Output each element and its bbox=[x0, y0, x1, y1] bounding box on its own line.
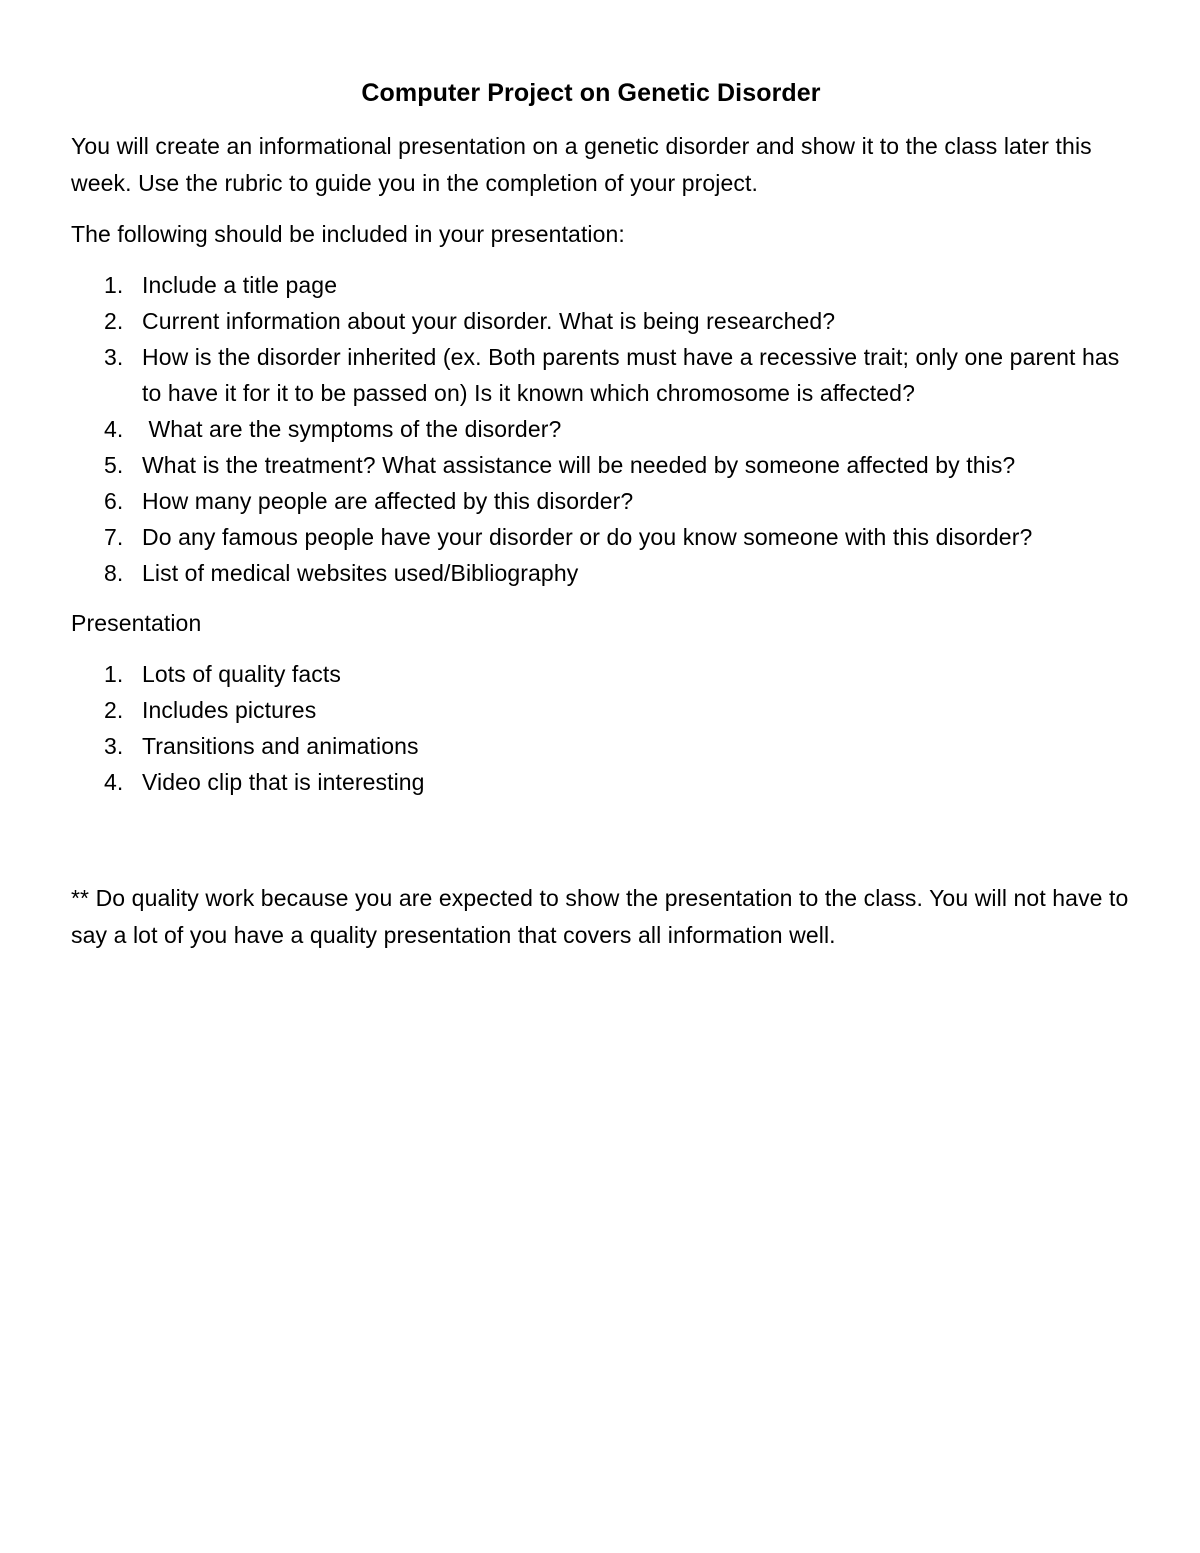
list-item-text: List of medical websites used/Bibliography bbox=[142, 560, 579, 586]
list-item-text: Transitions and animations bbox=[142, 733, 419, 759]
list-item-text: Lots of quality facts bbox=[142, 661, 341, 687]
list-item bbox=[71, 267, 1131, 303]
list-number: 5. bbox=[104, 452, 124, 478]
list-number: 1. bbox=[104, 272, 124, 298]
list-item-text: Video clip that is interesting bbox=[142, 769, 425, 795]
list-item bbox=[71, 728, 1131, 764]
include-list bbox=[71, 267, 1131, 591]
list-number: 2. bbox=[104, 308, 124, 334]
list-item-text: Includes pictures bbox=[142, 697, 317, 723]
list-item bbox=[71, 483, 1131, 519]
closing-note: ** Do quality work because you are expected to show the presentation to the class. You will not have to say a lot of you have a quality presentation that covers all information well. bbox=[71, 885, 1129, 948]
list-item-text: What is the treatment? What assistance will be needed by someone affected by this? bbox=[142, 452, 1016, 478]
list-item bbox=[71, 447, 1131, 483]
list-number: 4. bbox=[104, 769, 124, 795]
list-item-text: How many people are affected by this disorder? bbox=[142, 488, 634, 514]
list-number: 7. bbox=[104, 524, 124, 550]
list-item bbox=[71, 339, 1131, 411]
blank-space bbox=[71, 814, 1131, 880]
list-item bbox=[71, 519, 1131, 555]
list-item-text: What are the symptoms of the disorder? bbox=[142, 416, 562, 442]
presentation-heading: Presentation bbox=[71, 610, 202, 636]
list-item bbox=[71, 303, 1131, 339]
list-number: 3. bbox=[104, 733, 124, 759]
list-number: 4. bbox=[104, 416, 124, 442]
list-item bbox=[71, 411, 1131, 447]
list-number: 8. bbox=[104, 560, 124, 586]
list-item-text: Current information about your disorder. What is being researched? bbox=[142, 308, 836, 334]
include-heading: The following should be included in your presentation: bbox=[71, 221, 625, 247]
list-number: 3. bbox=[104, 344, 124, 370]
document-content bbox=[71, 74, 1131, 954]
list-item bbox=[71, 764, 1131, 800]
page-title: Computer Project on Genetic Disorder bbox=[361, 79, 821, 107]
intro-paragraph: You will create an informational presentation on a genetic disorder and show it to the class later this week. Use the rubric to guide you in the completion of your project. bbox=[71, 133, 1092, 196]
list-number: 6. bbox=[104, 488, 124, 514]
presentation-list bbox=[71, 656, 1131, 800]
list-number: 1. bbox=[104, 661, 124, 687]
list-item-text: How is the disorder inherited (ex. Both parents must have a recessive trait; only one parent has to have it for it to be passed on) Is it known which chromosome is affected? bbox=[142, 344, 1120, 406]
list-number: 2. bbox=[104, 697, 124, 723]
list-item bbox=[71, 656, 1131, 692]
list-item bbox=[71, 692, 1131, 728]
list-item-text: Do any famous people have your disorder or do you know someone with this disorder? bbox=[142, 524, 1033, 550]
list-item bbox=[71, 555, 1131, 591]
list-item-text: Include a title page bbox=[142, 272, 338, 298]
